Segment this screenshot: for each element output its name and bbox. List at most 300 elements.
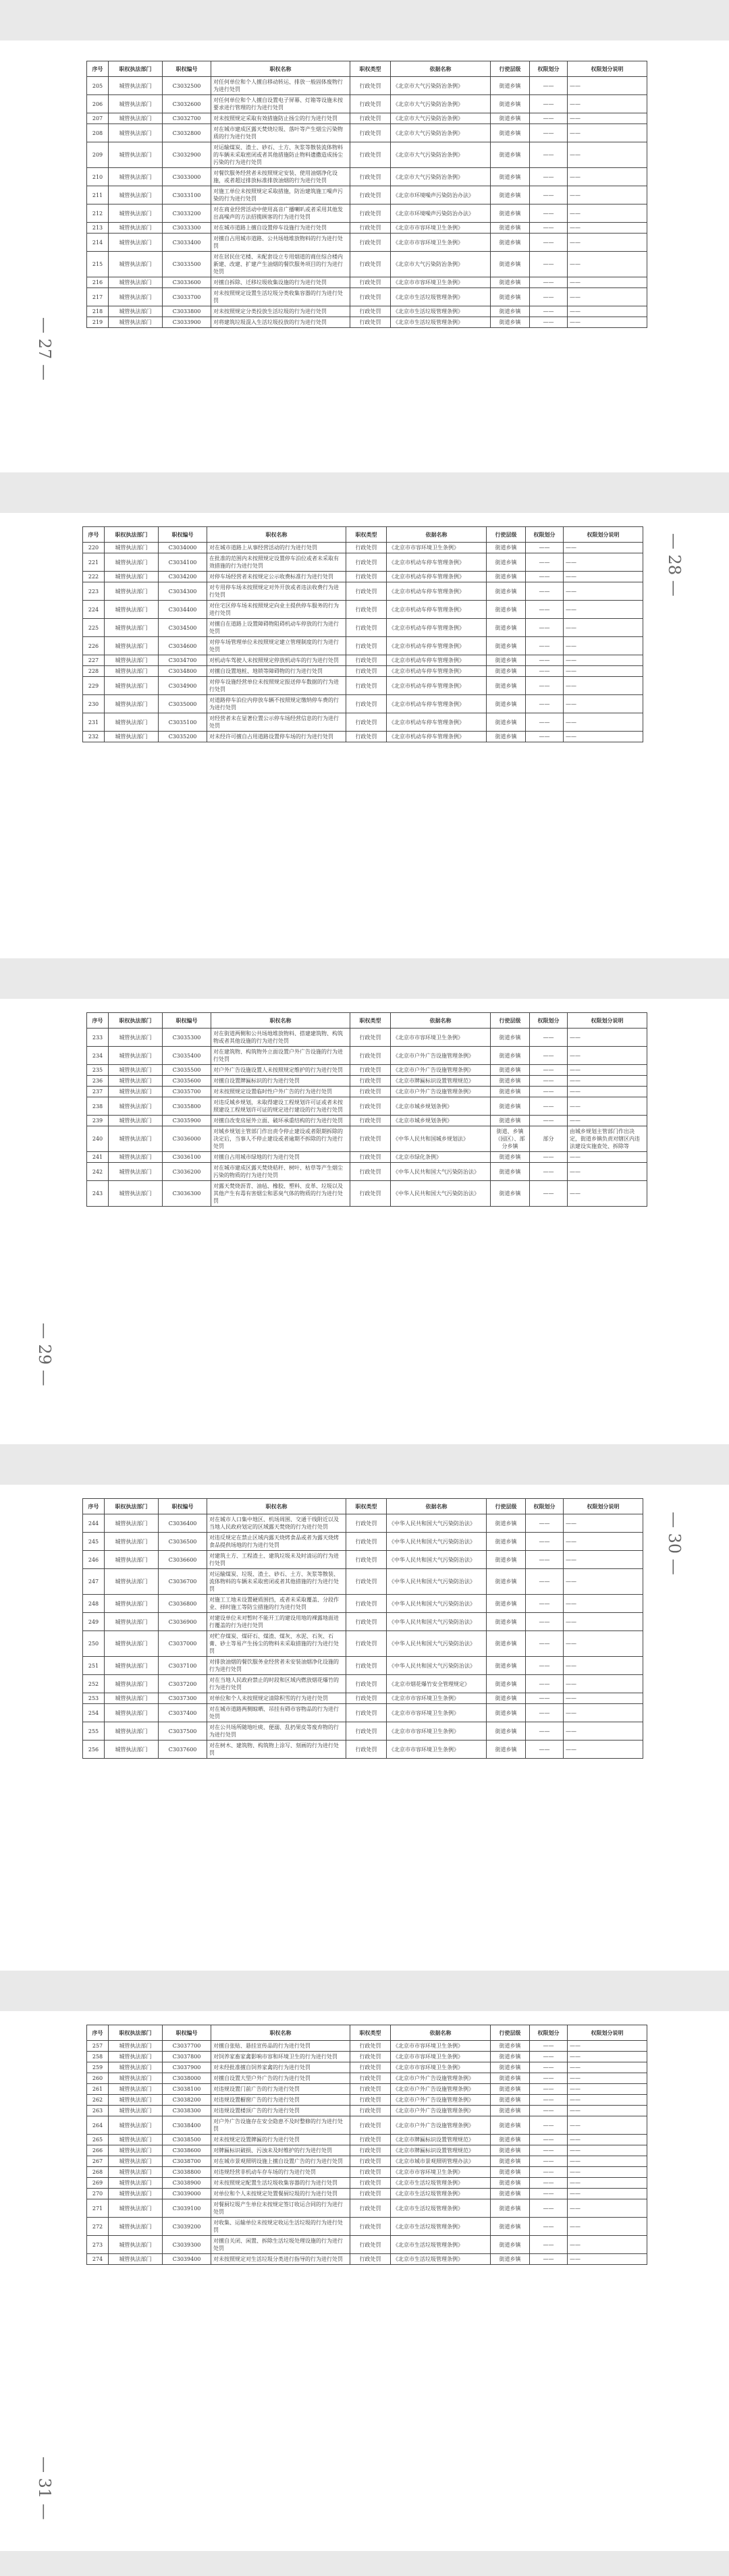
cell-type: 行政处罚 <box>346 1533 387 1551</box>
cell-division: —— <box>530 113 568 124</box>
column-header-seq: 序号 <box>87 61 109 77</box>
cell-type: 行政处罚 <box>350 1029 391 1047</box>
cell-level: 街道乡镇 <box>487 655 526 666</box>
cell-basis: 《北京市牌匾标识设置管理规范》 <box>391 2145 491 2156</box>
column-header-code: 职权编号 <box>159 527 207 543</box>
cell-division: —— <box>526 572 564 582</box>
cell-level: 街道乡镇 <box>491 2167 530 2178</box>
cell-seq: 218 <box>87 306 109 317</box>
table-row <box>87 1029 647 1047</box>
cell-name: 对未按照规定对生活垃圾分类进行指导的行为进行处罚 <box>211 2254 350 2265</box>
page-number: — 30 — <box>665 1512 684 1575</box>
cell-seq: 260 <box>87 2073 109 2084</box>
cell-division: —— <box>530 1076 568 1087</box>
table-row <box>87 124 647 142</box>
cell-division: —— <box>530 1087 568 1097</box>
cell-name: 对将建筑垃圾混入生活垃圾投放的行为进行处罚 <box>211 317 350 328</box>
table-row <box>87 288 647 306</box>
table-row <box>87 168 647 186</box>
cell-code: C3036800 <box>159 1595 207 1613</box>
cell-name: 对经营者未在显著位置公示停车场经营信息的行为进行处罚 <box>207 713 346 732</box>
table-row <box>87 223 647 234</box>
table-header-row <box>83 1499 643 1514</box>
cell-code: C3035400 <box>163 1047 211 1065</box>
cell-type: 行政处罚 <box>350 2167 391 2178</box>
cell-type: 行政处罚 <box>350 2041 391 2052</box>
cell-dept: 城管执法部门 <box>109 2199 163 2218</box>
table-row <box>83 553 643 572</box>
cell-note: —— <box>568 113 647 124</box>
cell-division: —— <box>526 1675 564 1693</box>
table-row <box>87 2254 647 2265</box>
cell-type: 行政处罚 <box>350 2254 391 2265</box>
column-header-type: 职权类型 <box>346 1499 387 1514</box>
cell-level: 街道乡镇 <box>491 2052 530 2062</box>
cell-note: —— <box>564 1675 643 1693</box>
cell-level: 街道乡镇 <box>491 306 530 317</box>
cell-type: 行政处罚 <box>346 1675 387 1693</box>
cell-type: 行政处罚 <box>350 252 391 277</box>
cell-note: —— <box>564 1514 643 1533</box>
column-header-division: 权限划分 <box>530 2025 568 2041</box>
cell-seq: 235 <box>87 1065 109 1076</box>
table-row <box>83 1595 643 1613</box>
cell-division: —— <box>530 2116 568 2135</box>
cell-code: C3032600 <box>163 95 211 113</box>
cell-seq: 258 <box>87 2052 109 2062</box>
cell-division: —— <box>530 204 568 223</box>
cell-note: —— <box>564 582 643 601</box>
cell-level: 街道乡镇 <box>487 713 526 732</box>
cell-seq: 209 <box>87 142 109 168</box>
cell-division: —— <box>530 2073 568 2084</box>
cell-level: 街道乡镇 <box>487 1657 526 1675</box>
cell-code: C3033900 <box>163 317 211 328</box>
cell-note: —— <box>568 306 647 317</box>
cell-code: C3033700 <box>163 288 211 306</box>
cell-division: —— <box>526 1704 564 1722</box>
cell-dept: 城管执法部门 <box>105 1514 159 1533</box>
cell-basis: 《北京市生活垃圾管理条例》 <box>391 2218 491 2236</box>
column-header-name: 职权名称 <box>211 61 350 77</box>
cell-dept: 城管执法部门 <box>109 252 163 277</box>
cell-type: 行政处罚 <box>350 1065 391 1076</box>
cell-division: 部分 <box>530 1126 568 1152</box>
cell-division: —— <box>530 142 568 168</box>
cell-code: C3035100 <box>159 713 207 732</box>
cell-level: 街道乡镇 <box>487 1693 526 1704</box>
cell-seq: 273 <box>87 2236 109 2254</box>
table-row <box>83 732 643 742</box>
cell-division: —— <box>526 1631 564 1657</box>
cell-name: 对建筑土方、工程渣土、建筑垃圾未及时清运的行为进行处罚 <box>207 1551 346 1569</box>
cell-type: 行政处罚 <box>350 2156 391 2167</box>
table-row <box>87 77 647 95</box>
cell-dept: 城管执法部门 <box>109 1126 163 1152</box>
cell-code: C3037600 <box>159 1741 207 1759</box>
cell-type: 行政处罚 <box>350 2062 391 2073</box>
page-number: — 29 — <box>35 1323 54 1386</box>
cell-code: C3039200 <box>163 2218 211 2236</box>
cell-type: 行政处罚 <box>350 1163 391 1181</box>
cell-note: —— <box>568 252 647 277</box>
cell-basis: 《北京市市容环境卫生条例》 <box>391 2167 491 2178</box>
column-header-note: 权限划分说明 <box>568 61 647 77</box>
cell-type: 行政处罚 <box>346 637 387 655</box>
cell-level: 街道乡镇 <box>491 2178 530 2189</box>
cell-level: 街道乡镇 <box>487 1675 526 1693</box>
cell-level: 街道乡镇 <box>491 2062 530 2073</box>
table-row <box>87 252 647 277</box>
cell-type: 行政处罚 <box>346 601 387 619</box>
cell-dept: 城管执法部门 <box>109 1097 163 1116</box>
cell-note: —— <box>568 1097 647 1116</box>
cell-note: —— <box>568 288 647 306</box>
cell-level: 街道乡镇 <box>491 2106 530 2116</box>
cell-dept: 城管执法部门 <box>105 666 159 677</box>
cell-level: 街道乡镇 <box>491 186 530 204</box>
cell-basis: 《北京市机动车停车管理条例》 <box>387 713 487 732</box>
table-row <box>87 277 647 288</box>
cell-division: —— <box>530 252 568 277</box>
cell-type: 行政处罚 <box>350 1181 391 1207</box>
cell-dept: 城管执法部门 <box>105 1693 159 1704</box>
cell-code: C3032900 <box>163 142 211 168</box>
column-header-code: 职权编号 <box>163 61 211 77</box>
cell-basis: 《北京市机动车停车管理条例》 <box>387 695 487 713</box>
cell-seq: 251 <box>83 1657 105 1675</box>
cell-basis: 《中华人民共和国大气污染防治法》 <box>387 1631 487 1657</box>
cell-level: 街道、乡镇（园区）、部分乡镇 <box>491 1126 530 1152</box>
cell-division: —— <box>530 2199 568 2218</box>
cell-note: —— <box>564 1741 643 1759</box>
cell-name: 对任何单位和个人擅自移动转运、排放一般固体废物行为进行处罚 <box>211 77 350 95</box>
cell-code: C3036300 <box>163 1181 211 1207</box>
cell-dept: 城管执法部门 <box>109 124 163 142</box>
column-header-division: 权限划分 <box>526 527 564 543</box>
column-header-name: 职权名称 <box>211 2025 350 2041</box>
cell-basis: 《北京市牌匾标识设置管理规范》 <box>391 1076 491 1087</box>
cell-note: —— <box>568 2041 647 2052</box>
cell-dept: 城管执法部门 <box>105 655 159 666</box>
cell-basis: 《北京市户外广告设施管理条例》 <box>391 1087 491 1097</box>
column-header-level: 行使层级 <box>491 2025 530 2041</box>
cell-seq: 241 <box>87 1152 109 1163</box>
cell-level: 街道乡镇 <box>491 1029 530 1047</box>
cell-basis: 《中华人民共和国大气污染防治法》 <box>387 1595 487 1613</box>
cell-code: C3033400 <box>163 234 211 252</box>
cell-name: 在批准的范围内未按照规定设置停车泊位或者未采取有效措施的行为进行处罚 <box>207 553 346 572</box>
cell-dept: 城管执法部门 <box>109 317 163 328</box>
cell-level: 街道乡镇 <box>491 142 530 168</box>
cell-dept: 城管执法部门 <box>109 2236 163 2254</box>
table-header-row <box>87 61 647 77</box>
table-row <box>83 1551 643 1569</box>
cell-name: 对在树木、建筑物、构筑物上涂写、刻画的行为进行处罚 <box>207 1741 346 1759</box>
cell-level: 街道乡镇 <box>487 1551 526 1569</box>
cell-dept: 城管执法部门 <box>105 1569 159 1595</box>
cell-level: 街道乡镇 <box>491 1152 530 1163</box>
cell-note: —— <box>564 619 643 637</box>
cell-basis: 《北京市大气污染防治条例》 <box>391 77 491 95</box>
cell-level: 街道乡镇 <box>491 288 530 306</box>
cell-basis: 《北京市生活垃圾管理条例》 <box>391 317 491 328</box>
cell-basis: 《北京市机动车停车管理条例》 <box>387 637 487 655</box>
cell-seq: 236 <box>87 1076 109 1087</box>
cell-name: 对违规设置橱窗广告的行为进行处罚 <box>211 2095 350 2106</box>
table-row <box>87 2135 647 2145</box>
column-header-note: 权限划分说明 <box>564 1499 643 1514</box>
cell-name: 对违规设置门前广告的行为进行处罚 <box>211 2084 350 2095</box>
cell-dept: 城管执法部门 <box>109 288 163 306</box>
cell-note: —— <box>568 234 647 252</box>
table-row <box>87 234 647 252</box>
cell-dept: 城管执法部门 <box>105 1741 159 1759</box>
column-header-dept: 职权执法部门 <box>105 1499 159 1514</box>
cell-name: 对露天焚烧沥青、油毡、橡胶、塑料、皮革、垃圾以及其他产生有毒有害烟尘和恶臭气体的物质的行为进行处罚 <box>211 1181 350 1207</box>
cell-basis: 《北京市机动车停车管理条例》 <box>387 732 487 742</box>
cell-type: 行政处罚 <box>346 732 387 742</box>
column-header-seq: 序号 <box>87 1013 109 1029</box>
cell-note: —— <box>564 572 643 582</box>
column-header-code: 职权编号 <box>159 1499 207 1514</box>
cell-seq: 271 <box>87 2199 109 2218</box>
cell-division: —— <box>530 223 568 234</box>
cell-division: —— <box>530 2236 568 2254</box>
cell-level: 街道乡镇 <box>491 2254 530 2265</box>
cell-level: 街道乡镇 <box>487 572 526 582</box>
cell-dept: 城管执法部门 <box>105 619 159 637</box>
cell-code: C3036100 <box>163 1152 211 1163</box>
cell-type: 行政处罚 <box>346 1551 387 1569</box>
cell-type: 行政处罚 <box>346 655 387 666</box>
cell-basis: 《北京市市容环境卫生条例》 <box>391 2041 491 2052</box>
cell-code: C3035300 <box>163 1029 211 1047</box>
cell-basis: 《北京市户外广告设施管理条例》 <box>391 1047 491 1065</box>
table-row <box>83 1675 643 1693</box>
cell-note: —— <box>564 637 643 655</box>
column-header-division: 权限划分 <box>530 61 568 77</box>
cell-seq: 267 <box>87 2156 109 2167</box>
cell-type: 行政处罚 <box>350 77 391 95</box>
cell-basis: 《北京市户外广告设施管理条例》 <box>391 1065 491 1076</box>
cell-note: —— <box>564 1569 643 1595</box>
cell-note: —— <box>568 2189 647 2199</box>
cell-note: —— <box>568 1087 647 1097</box>
cell-level: 街道乡镇 <box>487 1741 526 1759</box>
cell-note: —— <box>568 2084 647 2095</box>
cell-name: 对在城市道路两侧晾晒、吊挂有碍市容物品的行为进行处罚 <box>207 1704 346 1722</box>
cell-division: —— <box>530 1116 568 1126</box>
cell-division: —— <box>530 2145 568 2156</box>
cell-level: 街道乡镇 <box>491 124 530 142</box>
cell-dept: 城管执法部门 <box>109 2254 163 2265</box>
cell-name: 对在城市人口集中地区、机场周围、交通干线附近以及当地人民政府划定的区域露天焚烧的行为进行处罚 <box>207 1514 346 1533</box>
cell-dept: 城管执法部门 <box>105 1722 159 1741</box>
cell-basis: 《北京市户外广告设施管理条例》 <box>391 2106 491 2116</box>
cell-code: C3036600 <box>159 1551 207 1569</box>
authority-table <box>82 1498 643 1759</box>
cell-type: 行政处罚 <box>350 168 391 186</box>
cell-note: —— <box>568 1076 647 1087</box>
cell-level: 街道乡镇 <box>487 601 526 619</box>
cell-note: —— <box>564 1722 643 1741</box>
table-row <box>87 1076 647 1087</box>
cell-division: —— <box>530 186 568 204</box>
cell-dept: 城管执法部门 <box>109 204 163 223</box>
cell-code: C3038900 <box>163 2178 211 2189</box>
cell-level: 街道乡镇 <box>487 732 526 742</box>
cell-dept: 城管执法部门 <box>109 1047 163 1065</box>
table-row <box>87 1181 647 1207</box>
cell-name: 对违反城乡规划，未取得建设工程规划许可证或者未按照建设工程规划许可证的规定进行建设的行为进行处罚 <box>211 1097 350 1116</box>
cell-code: C3038800 <box>163 2167 211 2178</box>
cell-code: C3033000 <box>163 168 211 186</box>
table-row <box>87 2052 647 2062</box>
column-header-dept: 职权执法部门 <box>105 527 159 543</box>
cell-code: C3037200 <box>159 1675 207 1693</box>
cell-type: 行政处罚 <box>350 1097 391 1116</box>
cell-code: C3035900 <box>163 1116 211 1126</box>
cell-dept: 城管执法部门 <box>105 1704 159 1722</box>
cell-note: 由城乡规划主管部门作出决定，街道乡镇负责对辖区内违法建设实施查处、拆除等 <box>568 1126 647 1152</box>
column-header-level: 行使层级 <box>487 527 526 543</box>
cell-name: 对未按规定设置牌匾的行为进行处罚 <box>211 2135 350 2145</box>
cell-level: 街道乡镇 <box>487 695 526 713</box>
table-row <box>87 2084 647 2095</box>
cell-basis: 《中华人民共和国大气污染防治法》 <box>387 1657 487 1675</box>
cell-code: C3037800 <box>163 2052 211 2062</box>
cell-name: 对餐厨垃圾产生单位未按规定签订收运合同的行为进行处罚 <box>211 2199 350 2218</box>
cell-type: 行政处罚 <box>346 1657 387 1675</box>
cell-code: C3034100 <box>159 553 207 572</box>
cell-dept: 城管执法部门 <box>109 77 163 95</box>
cell-division: —— <box>526 1613 564 1631</box>
column-header-dept: 职权执法部门 <box>109 61 163 77</box>
cell-name: 对在建筑物、构筑物外立面设置户外广告设施的行为进行处罚 <box>211 1047 350 1065</box>
cell-note: —— <box>564 1631 643 1657</box>
page-number: — 31 — <box>35 2457 54 2520</box>
cell-seq: 239 <box>87 1116 109 1126</box>
page-number: — 28 — <box>665 533 684 597</box>
cell-type: 行政处罚 <box>350 1076 391 1087</box>
cell-type: 行政处罚 <box>346 619 387 637</box>
cell-basis: 《北京市生活垃圾管理条例》 <box>391 306 491 317</box>
cell-type: 行政处罚 <box>350 223 391 234</box>
cell-division: —— <box>530 95 568 113</box>
cell-type: 行政处罚 <box>350 2135 391 2145</box>
cell-division: —— <box>526 553 564 572</box>
cell-seq: 253 <box>83 1693 105 1704</box>
cell-dept: 城管执法部门 <box>105 1613 159 1631</box>
cell-seq: 206 <box>87 95 109 113</box>
cell-seq: 205 <box>87 77 109 95</box>
cell-basis: 《北京市绿化条例》 <box>391 1152 491 1163</box>
cell-division: —— <box>526 1514 564 1533</box>
cell-basis: 《中华人民共和国大气污染防治法》 <box>391 1163 491 1181</box>
table-row <box>83 713 643 732</box>
cell-level: 街道乡镇 <box>491 2135 530 2145</box>
cell-basis: 《北京市生活垃圾管理条例》 <box>391 2254 491 2265</box>
table-row <box>87 1152 647 1163</box>
cell-division: —— <box>530 2062 568 2073</box>
cell-type: 行政处罚 <box>350 2052 391 2062</box>
cell-basis: 《北京市市容环境卫生条例》 <box>387 1704 487 1722</box>
cell-dept: 城管执法部门 <box>109 2095 163 2106</box>
cell-division: —— <box>526 601 564 619</box>
cell-division: —— <box>526 732 564 742</box>
cell-seq: 263 <box>87 2106 109 2116</box>
table-row <box>87 1047 647 1065</box>
column-header-name: 职权名称 <box>207 527 346 543</box>
cell-seq: 229 <box>83 677 105 695</box>
cell-code: C3037100 <box>159 1657 207 1675</box>
cell-type: 行政处罚 <box>346 1613 387 1631</box>
cell-name: 对牌匾标识破损、污浊未及时维护的行为进行处罚 <box>211 2145 350 2156</box>
cell-type: 行政处罚 <box>350 2178 391 2189</box>
column-header-level: 行使层级 <box>491 61 530 77</box>
cell-seq: 221 <box>83 553 105 572</box>
cell-code: C3038500 <box>163 2135 211 2145</box>
cell-level: 街道乡镇 <box>487 619 526 637</box>
cell-note: —— <box>568 124 647 142</box>
cell-type: 行政处罚 <box>346 1741 387 1759</box>
cell-type: 行政处罚 <box>346 677 387 695</box>
cell-basis: 《北京市城市景观照明管理办法》 <box>391 2156 491 2167</box>
cell-level: 街道乡镇 <box>491 168 530 186</box>
cell-code: C3036900 <box>159 1613 207 1631</box>
cell-level: 街道乡镇 <box>491 77 530 95</box>
cell-name: 对违规经营非机动车存车场的行为进行处罚 <box>211 2167 350 2178</box>
cell-code: C3034300 <box>159 582 207 601</box>
table-row <box>87 1126 647 1152</box>
cell-seq: 265 <box>87 2135 109 2145</box>
table-row <box>87 2145 647 2156</box>
cell-code: C3039000 <box>163 2189 211 2199</box>
cell-level: 街道乡镇 <box>491 1163 530 1181</box>
cell-dept: 城管执法部门 <box>105 1631 159 1657</box>
cell-note: —— <box>564 1613 643 1631</box>
cell-name: 对未按照规定设置生活垃圾分类收集容器的行为进行处罚 <box>211 288 350 306</box>
cell-type: 行政处罚 <box>346 1595 387 1613</box>
cell-level: 街道乡镇 <box>491 277 530 288</box>
cell-level: 街道乡镇 <box>487 1704 526 1722</box>
cell-dept: 城管执法部门 <box>105 637 159 655</box>
cell-division: —— <box>530 1097 568 1116</box>
cell-basis: 《北京市机动车停车管理条例》 <box>387 582 487 601</box>
cell-division: —— <box>526 713 564 732</box>
cell-code: C3033800 <box>163 306 211 317</box>
cell-code: C3039400 <box>163 2254 211 2265</box>
column-header-name: 职权名称 <box>211 1013 350 1029</box>
cell-basis: 《北京市大气污染防治条例》 <box>391 252 491 277</box>
cell-code: C3038200 <box>163 2095 211 2106</box>
cell-level: 街道乡镇 <box>487 677 526 695</box>
column-header-basis: 依据名称 <box>387 1499 487 1514</box>
cell-code: C3037000 <box>159 1631 207 1657</box>
cell-name: 对运输煤炭、渣土、砂石、土方、灰浆等散装流体物料的车辆未采取密闭或者其他措施防止物料遗撒造成扬尘污染的行为进行处罚 <box>211 142 350 168</box>
table-row <box>83 1741 643 1759</box>
cell-seq: 232 <box>83 732 105 742</box>
cell-division: —— <box>530 2156 568 2167</box>
cell-division: —— <box>526 582 564 601</box>
cell-seq: 230 <box>83 695 105 713</box>
table-row <box>87 2106 647 2116</box>
cell-note: —— <box>568 1029 647 1047</box>
cell-division: —— <box>526 1741 564 1759</box>
cell-dept: 城管执法部门 <box>109 168 163 186</box>
cell-division: —— <box>530 77 568 95</box>
